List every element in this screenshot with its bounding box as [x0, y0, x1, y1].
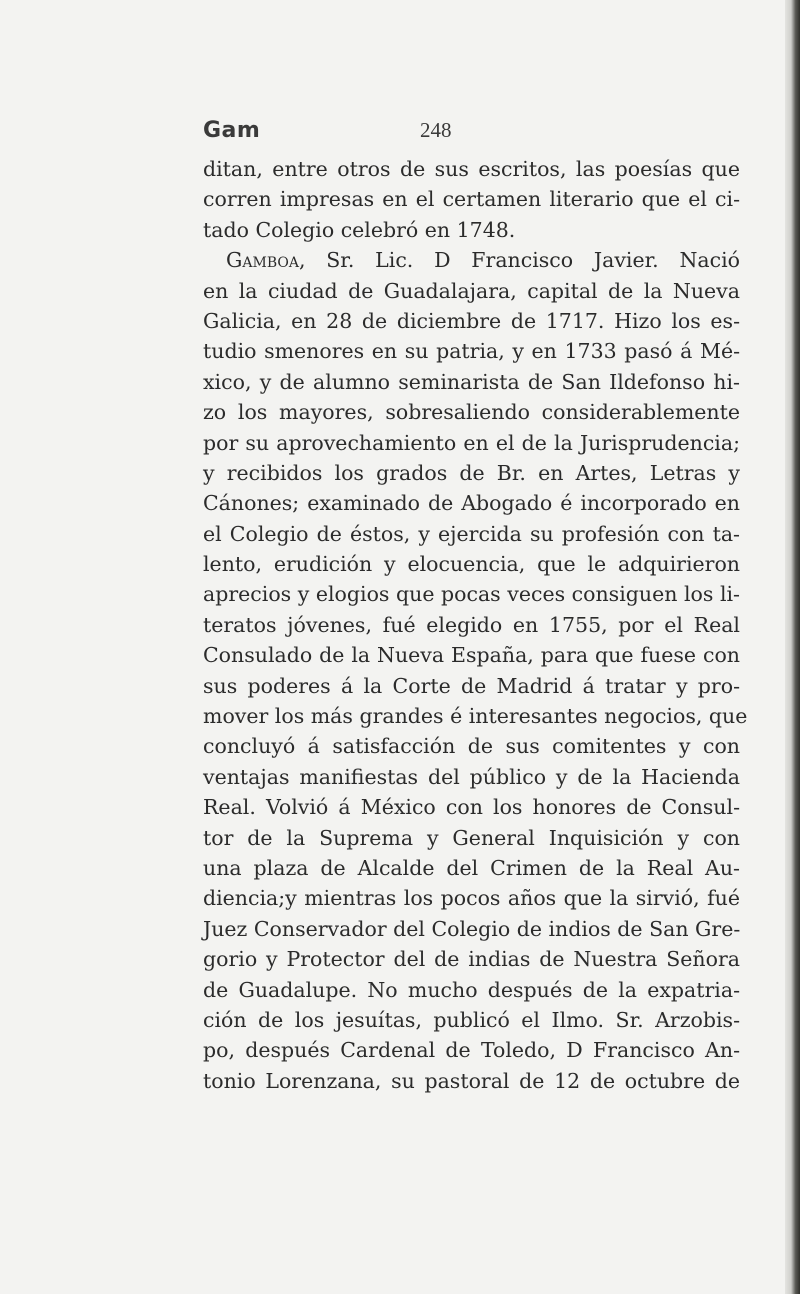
text-line: ditan, entre otros de sus escritos, las poesías que — [203, 157, 740, 181]
text-line: tado Colegio celebró en 1748. — [203, 217, 516, 242]
text-line: aprecios y elogios que pocas veces consiguen los li- — [203, 582, 740, 607]
text-line: gorio y Protector del de indias de Nuestra Señora — [203, 947, 740, 972]
text-line: diencia;y mientras los pocos años que la sirvió, fué — [203, 886, 740, 911]
text-line: y recibidos los grados de Br. en Artes, Letras y — [203, 460, 740, 485]
text-line: tor de la Suprema y General Inquisición y con — [203, 825, 740, 850]
text-line: en la ciudad de Guadalajara, capital de la Nueva — [203, 278, 740, 303]
text-line: de Guadalupe. No mucho después de la expatria- — [203, 977, 740, 1002]
text-line: una plaza de Alcalde del Crimen de la Real Au- — [203, 855, 740, 880]
running-head: Gam — [203, 118, 261, 143]
text-line: po, después Cardenal de Toledo, D Francisco An- — [203, 1038, 740, 1063]
text-line: tonio Lorenzana, su pastoral de 12 de octubre de — [203, 1068, 740, 1093]
text-line: ción de los jesuítas, publicó el Ilmo. Sr. Arzobis- — [203, 1007, 740, 1032]
text-line: teratos jóvenes, fué elegido en 1755, por el Real — [203, 612, 740, 637]
text-line: ventajas manifiestas del público y de la Hacienda — [203, 764, 740, 789]
text-line: corren impresas en el certamen literario que el ci- — [203, 187, 740, 212]
text-line: tudio smenores en su patria, y en 1733 pasó á Mé- — [203, 339, 740, 364]
entry-text — [203, 154, 748, 1096]
text-line: mover los más grandes é interesantes negocios, que — [203, 704, 748, 729]
text-line: el Colegio de éstos, y ejercida su profesión con ta- — [203, 521, 740, 546]
text-line: xico, y de alumno seminarista de San Ildefonso hi- — [203, 369, 740, 394]
entry-headword: Gamboa — [226, 248, 299, 273]
entry-first-line — [203, 245, 740, 275]
text-line: Consulado de la Nueva España, para que fuese con — [203, 643, 740, 668]
page-number: 248 — [420, 118, 452, 142]
text-line: sus poderes á la Corte de Madrid á tratar y pro- — [203, 673, 740, 698]
text-line: Juez Conservador del Colegio de indios de San Gre- — [203, 916, 741, 941]
entry-first-line-rest: , Sr. Lic. D Francisco Javier. Nació — [298, 248, 740, 273]
text-line: por su aprovechamiento en el de la Jurisprudencia; — [203, 430, 740, 455]
page-edge-shadow — [785, 0, 800, 1294]
text-line: zo los mayores, sobresaliendo considerablemente — [203, 400, 740, 425]
text-line: Real. Volvió á México con los honores de Consul- — [203, 795, 740, 820]
text-line: concluyó á satisfacción de sus comitentes y con — [203, 734, 740, 759]
text-line: Cánones; examinado de Abogado é incorporado en — [203, 491, 740, 516]
text-line: lento, erudición y elocuencia, que le adquirieron — [203, 552, 740, 577]
text-line: Galicia, en 28 de diciembre de 1717. Hizo los es- — [203, 308, 740, 333]
